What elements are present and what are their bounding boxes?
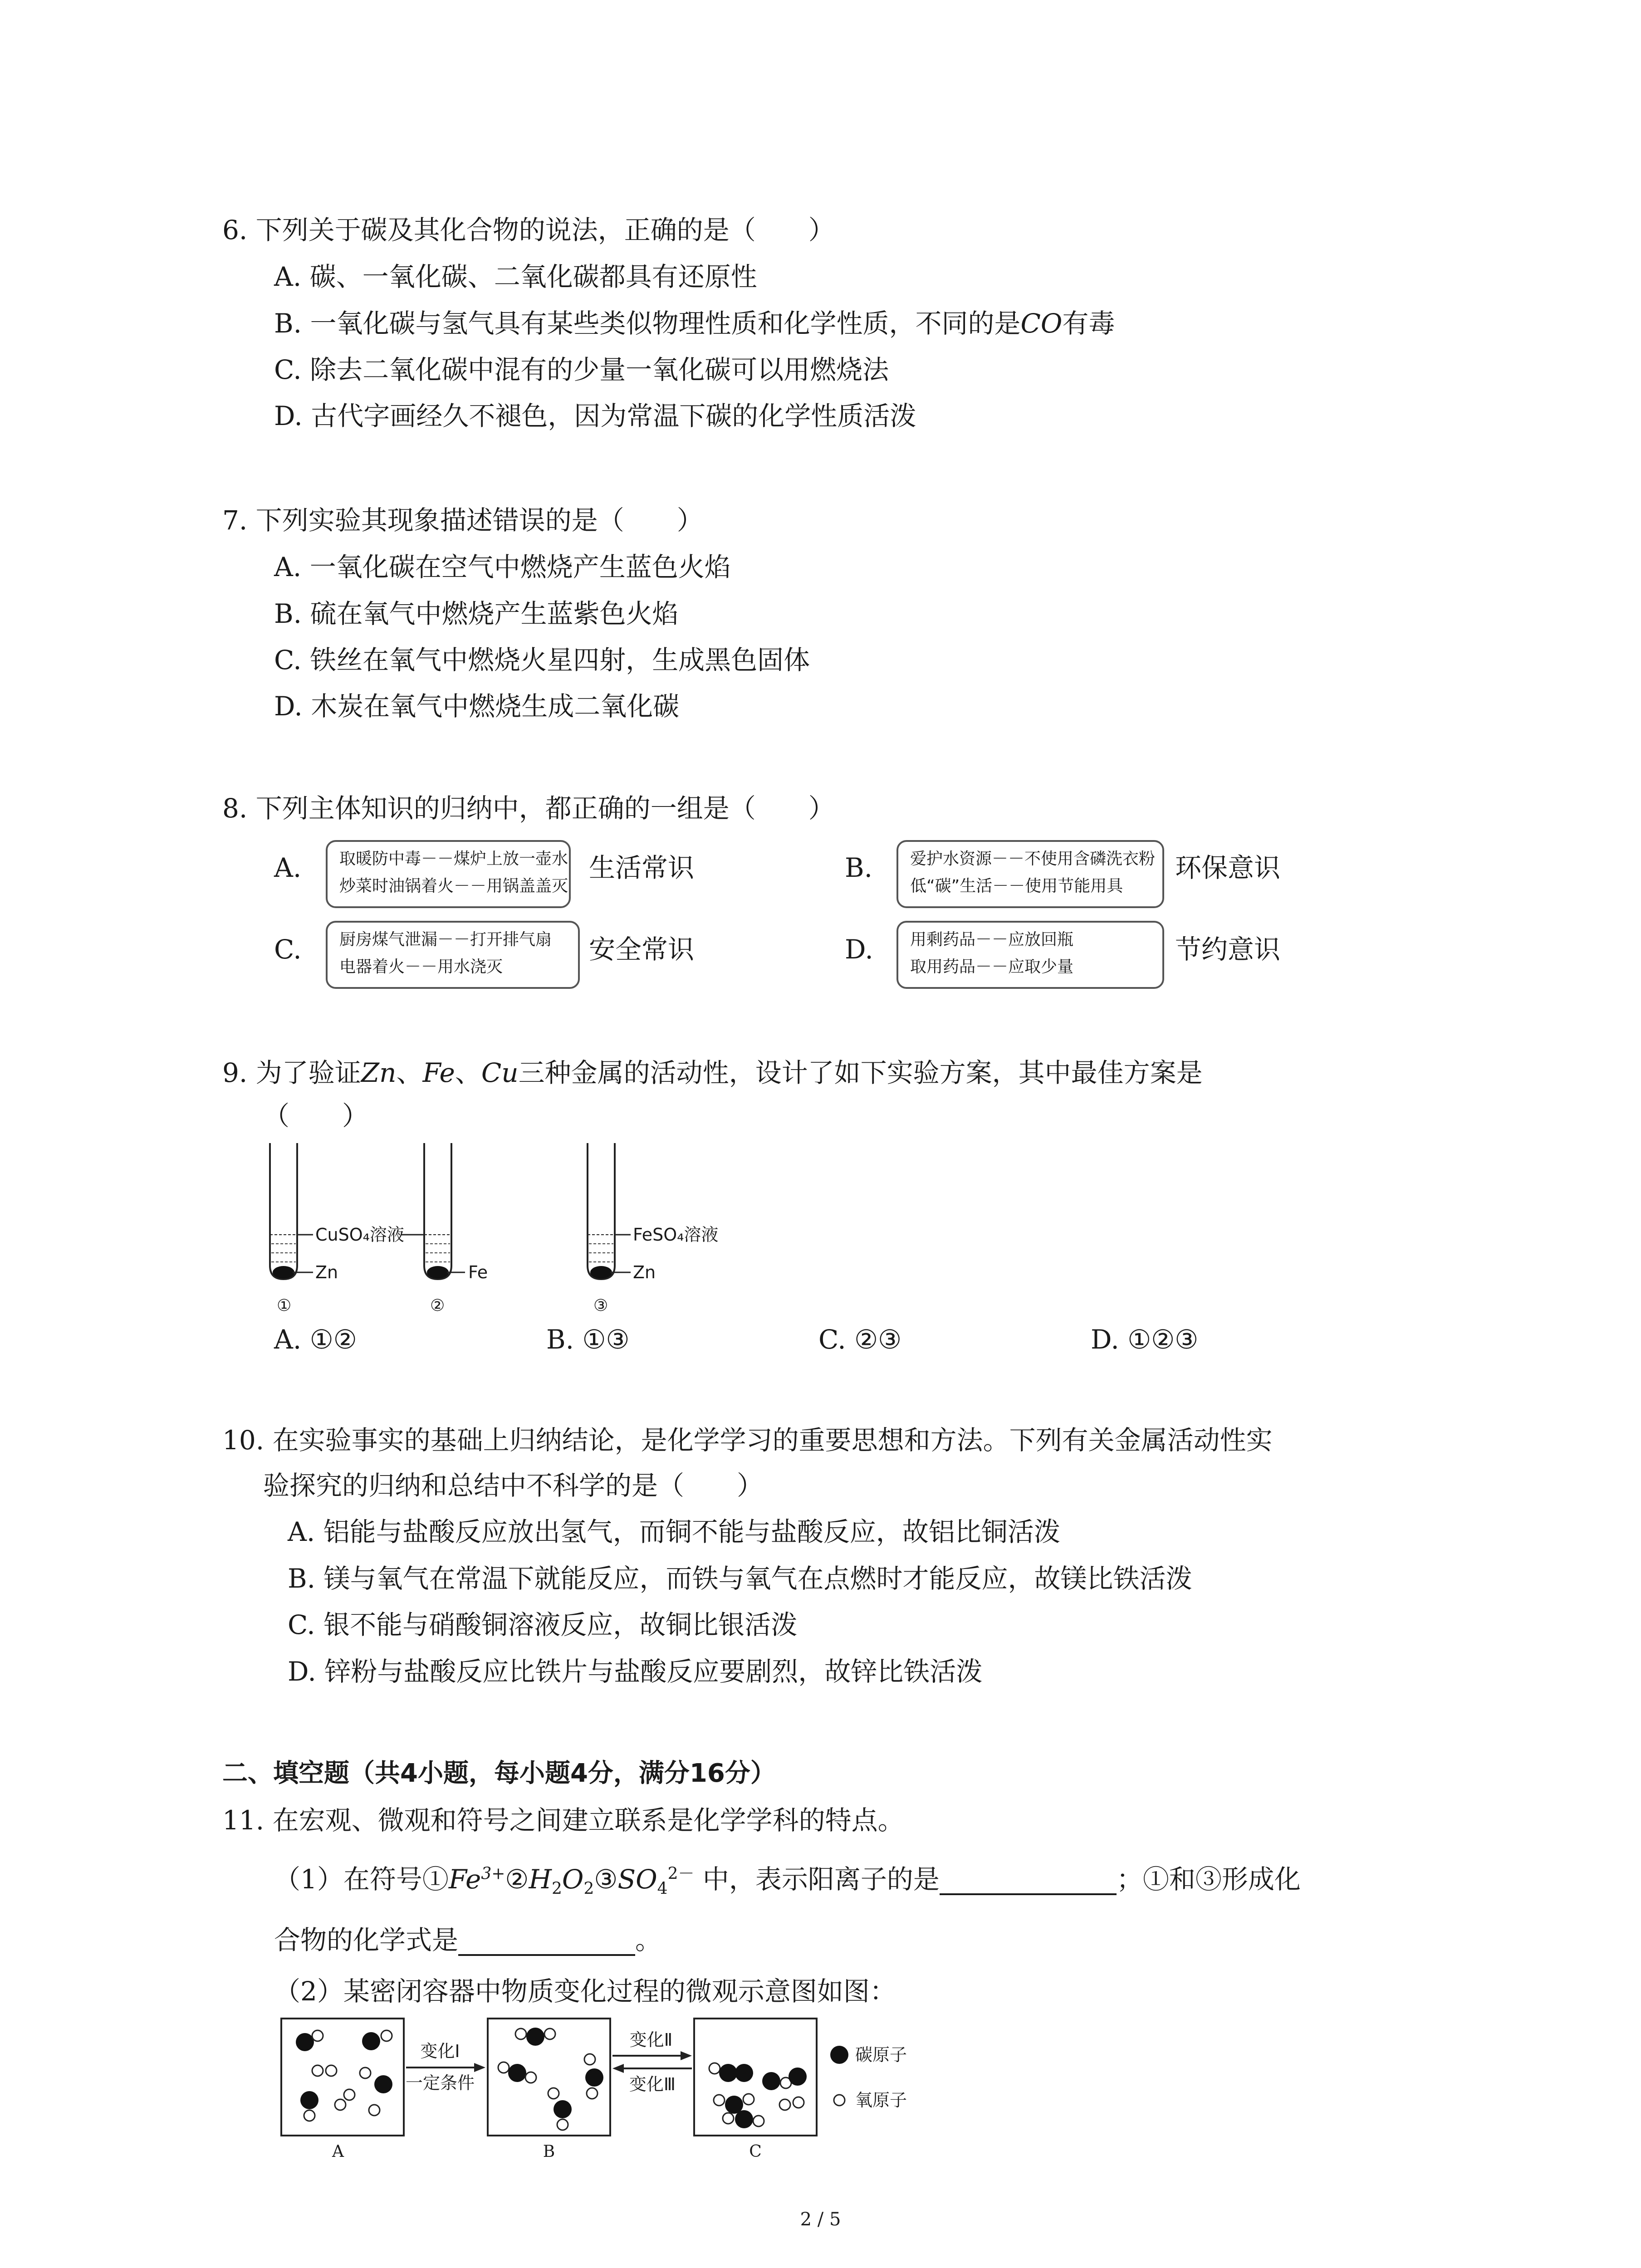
q9-option-d: D. ①②③ — [1091, 1324, 1199, 1355]
q8-option-b-line1: 爱护水资源－－不使用含磷洗衣粉 — [910, 850, 1156, 868]
tube-1-number: ① — [277, 1296, 292, 1315]
q6-option-a: A. 碳、一氧化碳、二氧化碳都具有还原性 — [274, 261, 757, 292]
q8-option-d-line1: 用剩药品－－应放回瓶 — [910, 930, 1074, 949]
q8-stem: 8. 下列主体知识的归纳中，都正确的一组是（ ） — [222, 793, 835, 824]
box-c-label: C — [749, 2142, 762, 2161]
q8-option-d-box — [896, 921, 1164, 989]
tube-1 — [270, 1143, 404, 1315]
carbon-atom-legend-icon — [830, 2046, 848, 2064]
q7-option-c: C. 铁丝在氧气中燃烧火星四射，生成黑色固体 — [274, 645, 810, 675]
q8-option-c-tag: 安全常识 — [589, 934, 695, 965]
q11-part1: （1）在符号$①Fe^{3+}②H_2O_2③SO_4^{2-}$ 中，表示阳离子的是 ；①和③形成化 — [274, 1864, 1301, 1898]
q10-option-b: B. 镁与氧气在常温下就能反应，而铁与氧气在点燃时才能反应，故镁比铁活泼 — [288, 1563, 1192, 1594]
q10-stem-line1: 10. 在实验事实的基础上归纳结论，是化学学习的重要思想和方法。下列有关金属活动性实 — [222, 1425, 1273, 1456]
q7-option-a: A. 一氧化碳在空气中燃烧产生蓝色火焰 — [274, 552, 731, 582]
q9-stem: 9. 为了验证Zn、Fe、Cu三种金属的活动性，设计了如下实验方案，其中最佳方案是 — [222, 1057, 1203, 1088]
q7-option-b: B. 硫在氧气中燃烧产生蓝紫色火焰 — [274, 598, 679, 629]
tube-2 — [402, 1143, 488, 1315]
q8-option-c-box — [326, 921, 580, 989]
q11-part1-line2: 合物的化学式是 。 — [274, 1925, 662, 1955]
oxygen-atom-legend-icon — [834, 2095, 845, 2106]
q8-option-b-box — [896, 840, 1164, 908]
tube-3-metal-label: Zn — [633, 1262, 656, 1282]
q11-formula-blank[interactable] — [458, 1927, 635, 1956]
tube-3-number: ③ — [593, 1296, 608, 1315]
condition-label: 一定条件 — [405, 2073, 475, 2093]
tube-3 — [588, 1143, 718, 1315]
legend-oxygen: 氧原子 — [855, 2090, 907, 2110]
q11-stem: 11. 在宏观、微观和符号之间建立联系是化学学科的特点。 — [222, 1805, 904, 1836]
tube-2-metal-label: Fe — [468, 1262, 488, 1282]
q11-micro-diagram — [272, 2014, 953, 2170]
q11-micro-diagram-svg — [272, 2014, 953, 2168]
section-2-title: 二、填空题（共4小题，每小题4分，满分16分） — [222, 1759, 776, 1788]
box-b-label: B — [543, 2142, 555, 2161]
q9-answer-paren: （ ） — [263, 1100, 369, 1131]
q10-option-a: A. 铝能与盐酸反应放出氢气，而铜不能与盐酸反应，故铝比铜活泼 — [288, 1516, 1060, 1547]
q9-option-a: A. ①② — [274, 1324, 357, 1355]
change-3-label: 变化Ⅲ — [629, 2074, 676, 2094]
q8-option-a-label: A. — [274, 852, 302, 883]
tube-2-number: ② — [430, 1296, 445, 1315]
box-a-label: A — [332, 2142, 344, 2161]
q11-part2: （2）某密闭容器中物质变化过程的微观示意图如图： — [274, 1976, 896, 2007]
q8-option-b-tag: 环保意识 — [1175, 852, 1281, 883]
q10-stem-line2: 验探究的归纳和总结中不科学的是（ ） — [263, 1470, 764, 1501]
q8-option-d-line2: 取用药品－－应取少量 — [910, 958, 1074, 976]
q8-option-a-box — [326, 840, 571, 908]
q8-option-a-tag: 生活常识 — [589, 852, 695, 883]
q6-stem: 6. 下列关于碳及其化合物的说法，正确的是（ ） — [222, 215, 835, 245]
q10-option-c: C. 银不能与硝酸铜溶液反应，故铜比银活泼 — [288, 1609, 798, 1640]
q9-test-tubes-svg — [245, 1134, 789, 1325]
legend-carbon: 碳原子 — [855, 2045, 907, 2065]
q8-option-b-line2: 低“碳”生活－－使用节能用具 — [910, 877, 1123, 895]
q9-test-tubes-figure — [245, 1134, 789, 1326]
q8-option-c-line2: 电器着火－－用水浇灭 — [339, 958, 503, 976]
q8-option-a-line2: 炒菜时油锅着火－－用锅盖盖灭 — [339, 877, 568, 895]
q8-option-d-tag: 节约意识 — [1175, 934, 1281, 965]
q9-option-b: B. ①③ — [546, 1324, 630, 1355]
tube-1-solution-label: CuSO₄溶液 — [315, 1225, 404, 1245]
q7-option-d: D. 木炭在氧气中燃烧生成二氧化碳 — [274, 691, 680, 722]
q8-option-c-label: C. — [274, 934, 302, 965]
q6-option-c: C. 除去二氧化碳中混有的少量一氧化碳可以用燃烧法 — [274, 354, 889, 385]
q8-option-a-line1: 取暖防中毒－－煤炉上放一壶水 — [339, 850, 568, 868]
tube-1-metal-label: Zn — [315, 1262, 338, 1282]
q6-option-d: D. 古代字画经久不褪色，因为常温下碳的化学性质活泼 — [274, 401, 916, 431]
tube-3-solution-label: FeSO₄溶液 — [633, 1225, 719, 1245]
q9-option-c: C. ②③ — [818, 1324, 902, 1355]
q6-option-b: B. 一氧化碳与氢气具有某些类似物理性质和化学性质，不同的是CO有毒 — [274, 308, 1115, 339]
q11-cation-blank[interactable] — [940, 1866, 1117, 1895]
q7-stem: 7. 下列实验其现象描述错误的是（ ） — [222, 505, 703, 536]
q8-option-b-label: B. — [845, 852, 873, 883]
change-2-label: 变化Ⅱ — [629, 2030, 673, 2050]
q8-option-c-line1: 厨房煤气泄漏－－打开排气扇 — [339, 930, 552, 949]
change-1-label: 变化Ⅰ — [420, 2041, 460, 2061]
page-number: 2 / 5 — [800, 2209, 841, 2230]
q10-option-d: D. 锌粉与盐酸反应比铁片与盐酸反应要剧烈，故锌比铁活泼 — [288, 1656, 983, 1687]
q8-option-d-label: D. — [845, 934, 873, 965]
